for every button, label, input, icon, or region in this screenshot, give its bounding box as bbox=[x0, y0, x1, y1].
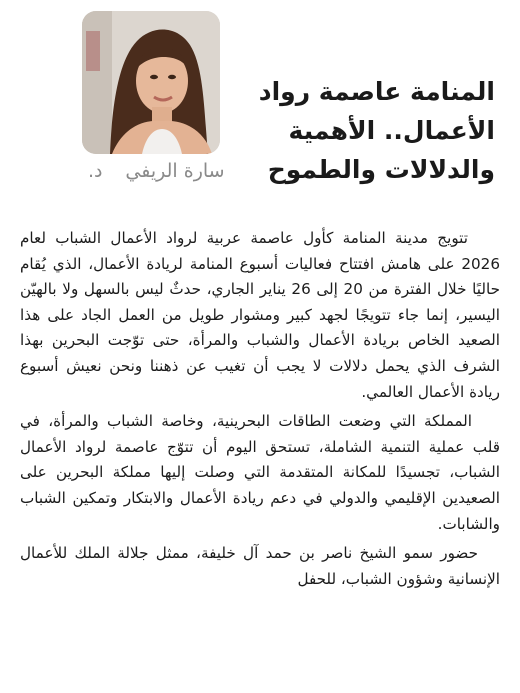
title-line-1: المنامة عاصمة رواد bbox=[258, 77, 495, 106]
article-header bbox=[0, 0, 520, 205]
article-body bbox=[20, 226, 500, 596]
author-prefix: د. bbox=[88, 160, 103, 182]
paragraph-3: حضور سمو الشيخ ناصر بن حمد آل خليفة، ممثل جلالة الملك للأعمال الإنسانية وشؤون الشباب، للحفل bbox=[20, 544, 500, 588]
article-title bbox=[245, 72, 495, 189]
paragraph-1: تتويج مدينة المنامة كأول عاصمة عربية لرواد الأعمال الشباب لعام 2026 على هامش افتتاح فعاليات أسبوع المنامة لريادة الأعمال، الذي يُقام حاليًا خلال الفترة من 20 إلى 26 يناير الجاري، حدثٌ ليس بالسهل ولا بالهيّن اليسير، إنما جاء تتويجًا لجهد كبير ومشوار طويل من العمل الجاد على هذا الصعيد الخاص بريادة الأعمال والشباب والمرأة، حتى توّجت البحرين بهذا الشرف الذي يحمل دلالات لا يجب أن تغيب عن ذهننا ونحن نعيش أسبوع ريادة الأعمال العالمي. bbox=[20, 229, 500, 401]
title-line-3: والدلالات والطموح bbox=[267, 155, 495, 184]
author-photo bbox=[82, 11, 220, 154]
title-line-2: الأعمال.. الأهمية bbox=[288, 116, 495, 145]
author-portrait-illustration bbox=[82, 11, 220, 154]
author-name: سارة الريفي bbox=[125, 160, 225, 182]
paragraph-2: المملكة التي وضعت الطاقات البحرينية، وخاصة الشباب والمرأة، في قلب عملية التنمية الشاملة، تستحق اليوم أن تتوّج عاصمة لرواد الأعمال الشباب، تجسيدًا للمكانة المتقدمة التي وصلت إليها مملكة البحرين على الصعيدين الإقليمي والدولي في دعم ريادة الأعمال والابتكار وتمكين الشباب والشابات. bbox=[20, 412, 500, 533]
